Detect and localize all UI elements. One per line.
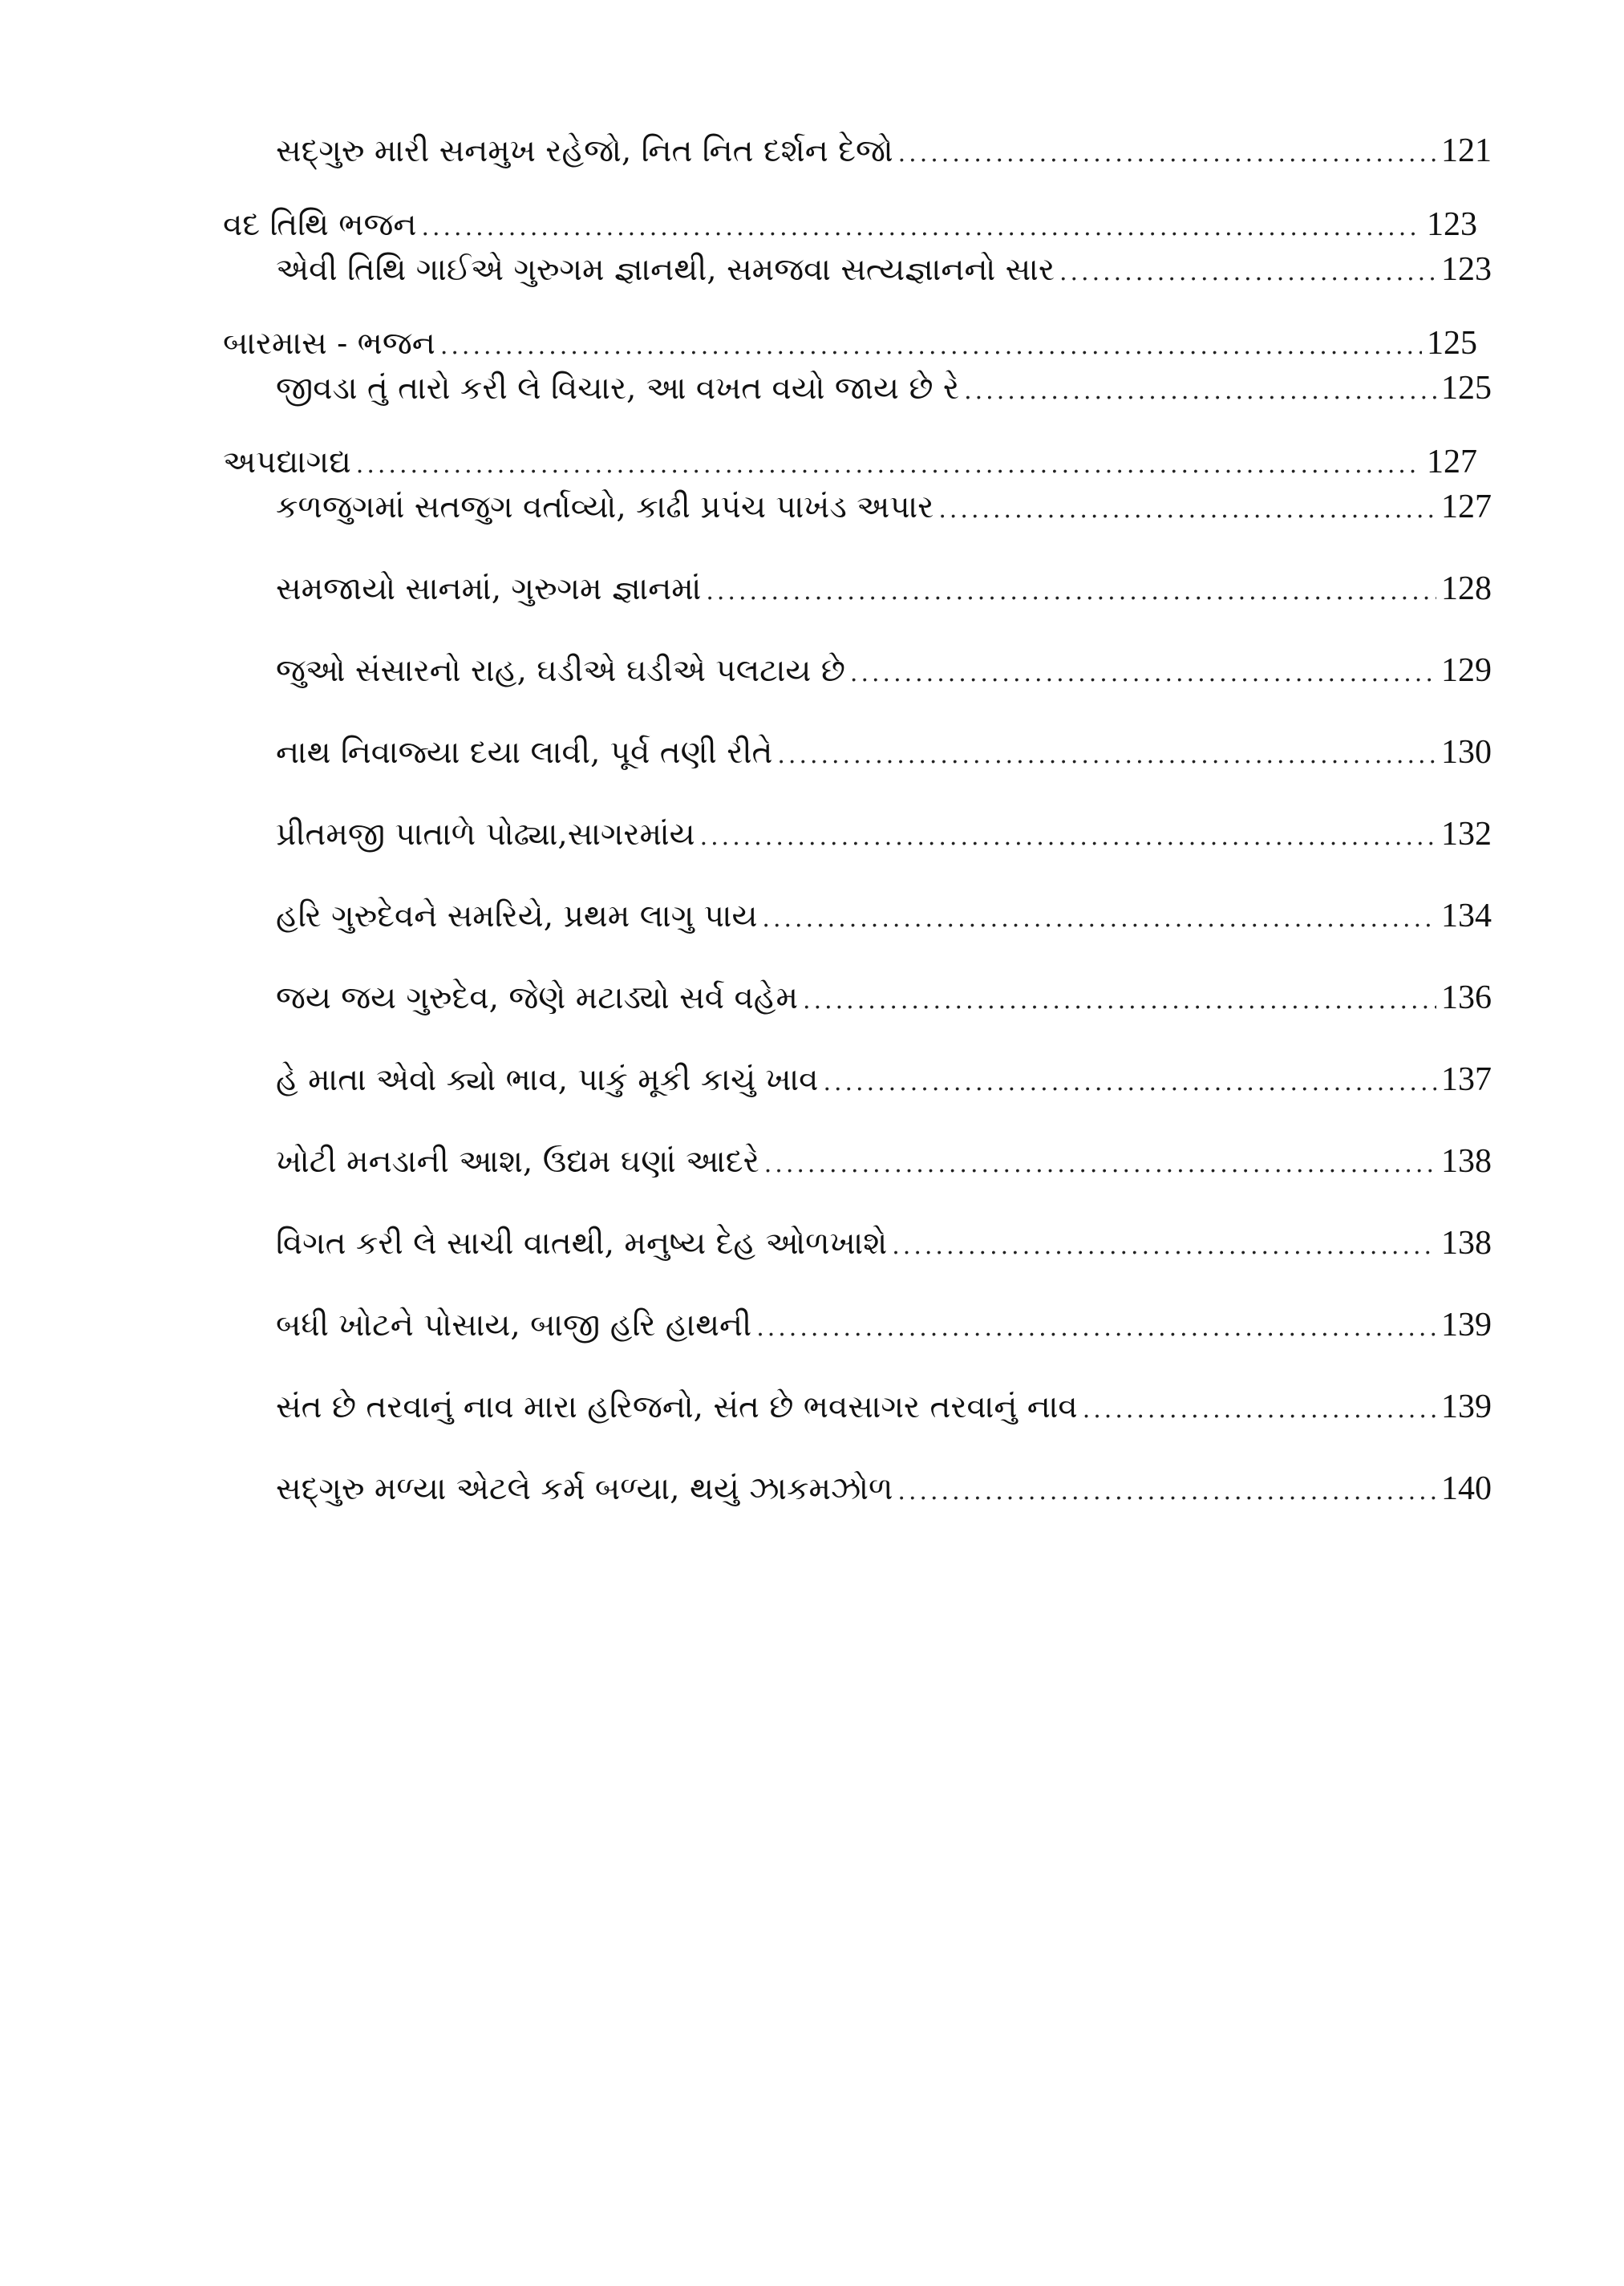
toc-entry-page: 138 — [1441, 1225, 1492, 1262]
toc-entry — [223, 484, 1492, 529]
dot-leader — [762, 897, 1436, 942]
spacer — [223, 1102, 1492, 1139]
spacer — [223, 1348, 1492, 1384]
toc-entry-page: 140 — [1441, 1470, 1492, 1507]
dot-leader — [421, 205, 1422, 250]
toc-heading-page: 125 — [1427, 325, 1477, 362]
toc-entry-page: 121 — [1441, 132, 1492, 169]
toc-entry-page: 125 — [1441, 370, 1492, 407]
spacer — [223, 611, 1492, 648]
toc-entry — [223, 1384, 1492, 1429]
toc-entry — [223, 894, 1492, 938]
dot-leader — [892, 1224, 1436, 1269]
spacer — [223, 857, 1492, 894]
toc-entry-page: 130 — [1441, 734, 1492, 771]
toc-entry-title: સદ્‌ગુરુ મારી સનમુખ રહેજો, નિત નિત દર્શન દેજો — [276, 133, 893, 169]
toc-entry-title: હરિ ગુરુદેવને સમરિયે, પ્રથમ લાગુ પાય — [276, 898, 758, 934]
toc-entry-title: હે માતા એવો ક્યો ભાવ, પાકું મૂકી કાચું ખાવ — [276, 1062, 819, 1098]
toc-entry — [223, 1221, 1492, 1266]
toc-entry-page: 134 — [1441, 898, 1492, 934]
dot-leader — [700, 815, 1436, 860]
toc-section-heading — [223, 321, 1492, 366]
toc-entry — [223, 128, 1492, 173]
toc-entry — [223, 1303, 1492, 1348]
toc-entry-title: નાથ નિવાજ્યા દયા લાવી, પૂર્વ તણી રીતે — [276, 735, 773, 771]
toc-heading-title: અપદ્યાગદ્ય — [223, 444, 351, 480]
dot-leader — [850, 651, 1436, 696]
toc-entry-page: 138 — [1441, 1143, 1492, 1180]
toc-entry — [223, 247, 1492, 292]
dot-leader — [803, 979, 1436, 1023]
dot-leader — [964, 369, 1436, 414]
toc-entry-page: 136 — [1441, 979, 1492, 1016]
toc-entry — [223, 1466, 1492, 1511]
spacer — [223, 529, 1492, 566]
toc-section-heading — [223, 202, 1492, 247]
spacer — [223, 1429, 1492, 1466]
toc-entry-title: સમજાયો સાનમાં, ગુરુગમ જ્ઞાનમાં — [276, 571, 702, 607]
toc-entry-title: બધી ખોટને પોસાય, બાજી હરિ હાથની — [276, 1307, 752, 1344]
dot-leader — [897, 1469, 1436, 1514]
toc-entry-title: જુઓ સંસારનો રાહ, ઘડીએ ઘડીએ પલટાય છે — [276, 653, 845, 689]
toc-entry-page: 129 — [1441, 652, 1492, 689]
toc-entry-page: 127 — [1441, 488, 1492, 525]
dot-leader — [1083, 1388, 1436, 1433]
dot-leader — [706, 569, 1436, 614]
toc-entry-page: 123 — [1441, 251, 1492, 288]
spacer — [223, 693, 1492, 730]
dot-leader — [440, 324, 1422, 369]
toc-entry-page: 128 — [1441, 570, 1492, 607]
toc-heading-page: 123 — [1427, 206, 1477, 243]
toc-entry-title: સંત છે તરવાનું નાવ મારા હરિજનો, સંત છે ભવસાગર તરવાનું નાવ — [276, 1389, 1078, 1425]
toc-entry-title: વિગત કરી લે સાચી વાતથી, મનુષ્ય દેહ ઓળખાશે — [276, 1226, 888, 1262]
dot-leader — [756, 1306, 1436, 1351]
toc-entry-page: 139 — [1441, 1307, 1492, 1344]
toc-entry — [223, 812, 1492, 857]
dot-leader — [1059, 250, 1436, 295]
toc-heading-page: 127 — [1427, 444, 1477, 480]
toc-entry-title: ખોટી મનડાની આશ, ઉદ્યમ ઘણાં આદરે — [276, 1144, 759, 1180]
toc-entry-title: જય જય ગુરુદેવ, જેણે મટાડ્યો સર્વ વહેમ — [276, 980, 799, 1016]
toc-entry — [223, 730, 1492, 775]
dot-leader — [938, 488, 1436, 533]
toc-entry-page: 137 — [1441, 1061, 1492, 1098]
toc-entry — [223, 975, 1492, 1020]
table-of-contents — [223, 128, 1492, 1511]
spacer — [223, 775, 1492, 812]
spacer — [223, 938, 1492, 975]
toc-entry-page: 132 — [1441, 816, 1492, 853]
toc-entry — [223, 366, 1492, 411]
toc-entry — [223, 1139, 1492, 1184]
dot-leader — [823, 1060, 1436, 1105]
toc-heading-title: બારમાસ - ભજન — [223, 326, 435, 362]
toc-entry-title: પ્રીતમજી પાતાળે પોઢ્યા,સાગરમાંય — [276, 817, 695, 853]
spacer — [223, 1184, 1492, 1221]
spacer — [223, 1020, 1492, 1057]
dot-leader — [356, 443, 1422, 488]
toc-entry — [223, 648, 1492, 693]
toc-section-heading — [223, 440, 1492, 484]
toc-entry-page: 139 — [1441, 1388, 1492, 1425]
dot-leader — [777, 733, 1436, 778]
toc-entry-title: સદ્‌ગુરુ મળ્યા એટલે કર્મ બળ્યા, થયું ઝાકમઝોળ — [276, 1471, 893, 1507]
dot-leader — [898, 132, 1436, 176]
toc-entry-title: જીવડા તું તારો કરી લે વિચાર, આ વખત વયો જાય છે રે — [276, 371, 960, 407]
toc-entry-title: કળજુગમાં સતજુગ વર્તાવ્યો, કાઢી પ્રપંચ પાખંડ અપાર — [276, 489, 934, 525]
dot-leader — [764, 1142, 1436, 1187]
toc-entry-title: એવી તિથિ ગાઈએ ગુરુગમ જ્ઞાનથી, સમજવા સત્યજ્ઞાનનો સાર — [276, 252, 1055, 288]
toc-entry — [223, 1057, 1492, 1102]
toc-heading-title: વદ તિથિ ભજન — [223, 207, 417, 243]
toc-entry — [223, 566, 1492, 611]
spacer — [223, 1266, 1492, 1303]
